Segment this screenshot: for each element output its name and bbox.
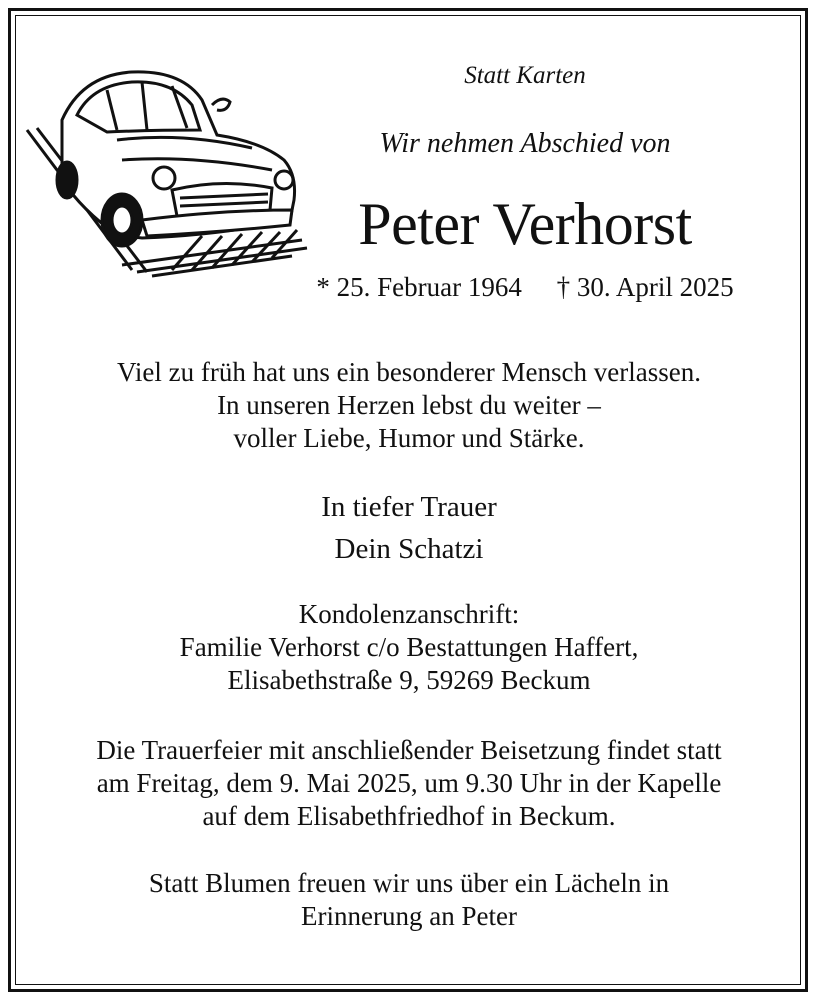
flowers-line: Erinnerung an Peter <box>301 901 517 931</box>
statt-karten-label: Statt Karten <box>464 62 586 89</box>
condolence-line: Familie Verhorst c/o Bestattungen Haffert, <box>179 632 639 662</box>
funeral-line: Die Trauerfeier mit anschließender Beisetzung findet statt <box>96 735 722 765</box>
flowers-line: Statt Blumen freuen wir uns über ein Lächeln in <box>148 868 670 898</box>
vintage-car-icon <box>22 60 312 280</box>
mourner-name: Dein Schatzi <box>334 533 484 565</box>
quote-line: voller Liebe, Humor und Stärke. <box>233 423 585 453</box>
mourning-line: In tiefer Trauer <box>321 491 497 523</box>
memorial-quote <box>30 356 788 455</box>
quote-line: In unseren Herzen lebst du weiter – <box>217 390 601 420</box>
quote-line: Viel zu früh hat uns ein besonderer Mensch verlassen. <box>117 357 701 387</box>
flowers-note <box>30 867 788 933</box>
deceased-name: Peter Verhorst <box>358 191 692 257</box>
life-dates <box>290 272 760 303</box>
funeral-line: auf dem Elisabethfriedhof in Beckum. <box>202 801 616 831</box>
condolence-label: Kondolenzanschrift: <box>298 599 520 629</box>
abschied-heading: Wir nehmen Abschied von <box>379 128 671 159</box>
mourners-block <box>30 486 788 570</box>
funeral-info <box>30 734 788 833</box>
birth-date: * 25. Februar 1964 <box>316 272 522 302</box>
death-date: † 30. April 2025 <box>556 272 734 302</box>
condolence-address <box>30 598 788 697</box>
condolence-line: Elisabethstraße 9, 59269 Beckum <box>227 665 591 695</box>
funeral-line: am Freitag, dem 9. Mai 2025, um 9.30 Uhr in der Kapelle <box>96 768 722 798</box>
